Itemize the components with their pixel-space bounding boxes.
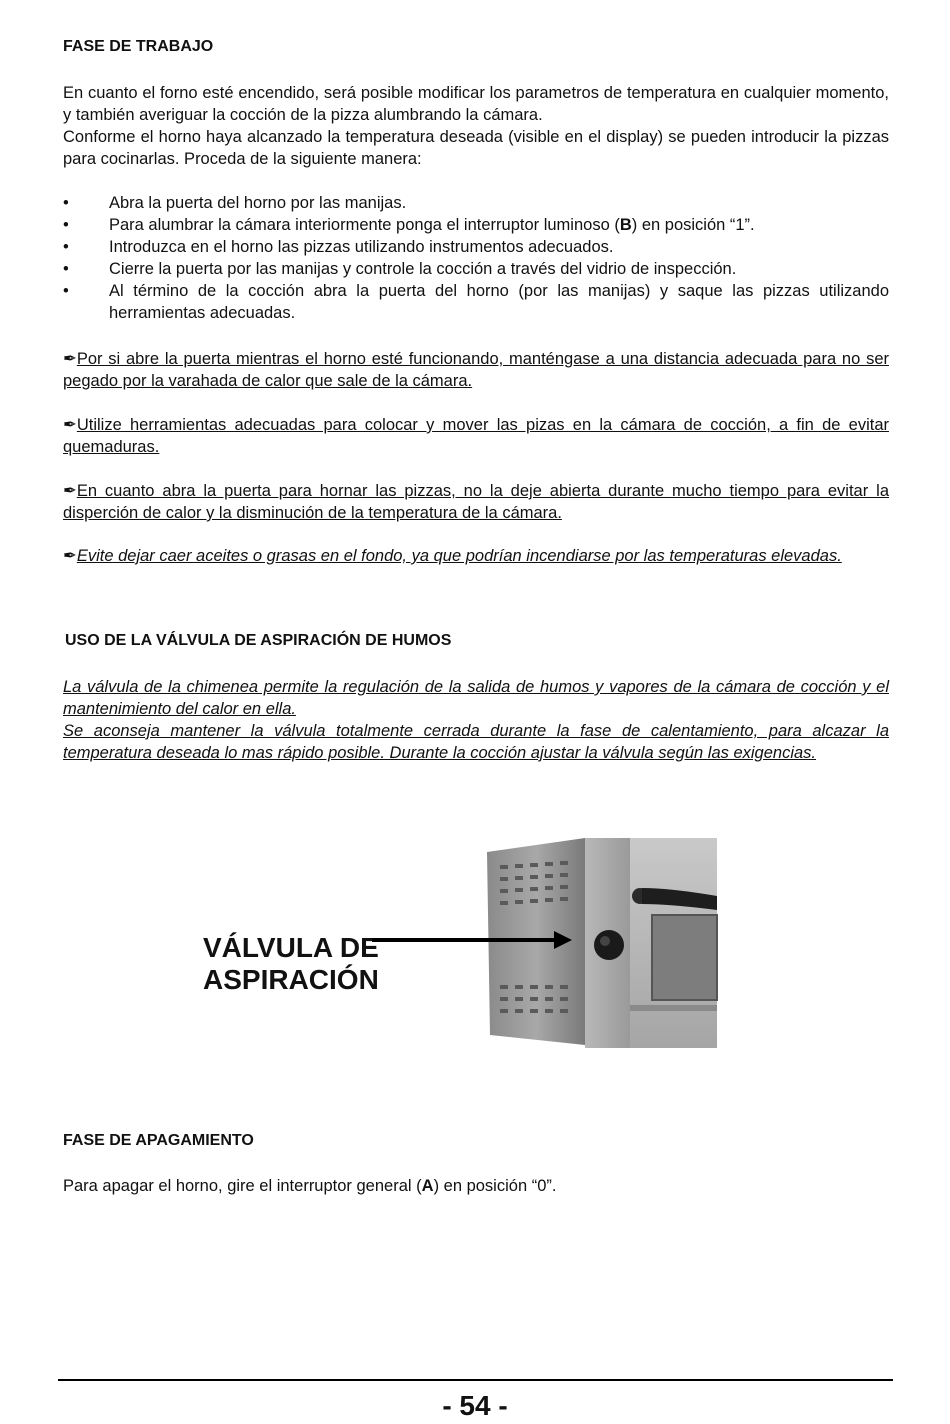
list-item: • Para alumbrar la cámara interiormente ponga el interruptor luminoso (B) en posición “1”. [63, 216, 755, 234]
warning-note: ✒Por si abre la puerta mientras el horno esté funcionando, manténgase a una distancia adecuada para no ser pegado por la varahada de calor que sale de la cámara. [63, 350, 889, 390]
oven-window [652, 915, 717, 1000]
list-item: • Al término de la cocción abra la puerta del horno (por las manijas) y saque las pizzas utilizando herramientas adecuadas. [63, 282, 889, 322]
pen-pointer-icon: ✒ [63, 482, 77, 500]
switch-letter: B [619, 216, 632, 234]
warning-note: ✒Utilize herramientas adecuadas para colocar y mover las pizas en la cámara de cocción, a fin de evitar quemaduras. [63, 416, 889, 456]
warning-note: ✒En cuanto abra la puerta para hornar las pizzas, no la deje abierta durante mucho tiempo para evitar la disperción de calor y la disminución de la temperatura de la cámara. [63, 482, 889, 522]
bullet-icon: • [63, 194, 69, 212]
paragraph-procedure: Conforme el horno haya alcanzado la temperatura deseada (visible en el display) se pueden introducir la pizzas para cocinarlas. Proceda de la siguiente manera: [63, 128, 889, 168]
figure-label: VÁLVULA DE ASPIRACIÓN [203, 932, 379, 995]
valve-knob-icon [594, 930, 624, 960]
page-number: - 54 - [442, 1390, 508, 1421]
arrow-icon [370, 928, 580, 952]
list-item: • Abra la puerta del horno por las manijas. [63, 194, 407, 212]
section-title-apagamiento: FASE DE APAGAMIENTO [63, 1132, 254, 1149]
pen-pointer-icon: ✒ [63, 350, 77, 368]
list-item: • Introduzca en el horno las pizzas utilizando instrumentos adecuados. [63, 238, 614, 256]
paragraph-apagamiento: Para apagar el horno, gire el interruptor general (A) en posición “0”. [63, 1177, 557, 1195]
list-item: • Cierre la puerta por las manijas y controle la cocción a través del vidrio de inspección. [63, 260, 737, 278]
paragraph-intro: En cuanto el forno esté encendido, será posible modificar los parametros de temperatura en cualquier momento, y también averiguar la cocción de la pizza alumbrando la cámara. [63, 84, 889, 124]
pen-pointer-icon: ✒ [63, 547, 77, 565]
warning-note: ✒Evite dejar caer aceites o grasas en el fondo, ya que podrían incendiarse por las temperaturas elevadas. [63, 547, 842, 565]
paragraph-valvula-advice: Se aconseja mantener la válvula totalmente cerrada durante la fase de calentamiento, para alcazar la temperatura deseada lo mas rápido posible. Durante la cocción ajustar la válvula según las exigencias. [63, 722, 889, 762]
paragraph-valvula-function: La válvula de la chimenea permite la regulación de la salida de humos y vapores de la cámara de cocción y el mantenimiento del calor en ella. [63, 678, 889, 718]
bullet-icon: • [63, 282, 69, 300]
footer-divider [58, 1379, 893, 1381]
pen-pointer-icon: ✒ [63, 416, 77, 434]
section-title-fase-de-trabajo: FASE DE TRABAJO [63, 38, 214, 55]
procedure-list [63, 192, 889, 324]
bullet-icon: • [63, 260, 69, 278]
section-title-valvula: USO DE LA VÁLVULA DE ASPIRACIÓN DE HUMOS [65, 632, 452, 649]
bullet-icon: • [63, 216, 69, 234]
bullet-icon: • [63, 238, 69, 256]
switch-letter: A [421, 1177, 434, 1195]
